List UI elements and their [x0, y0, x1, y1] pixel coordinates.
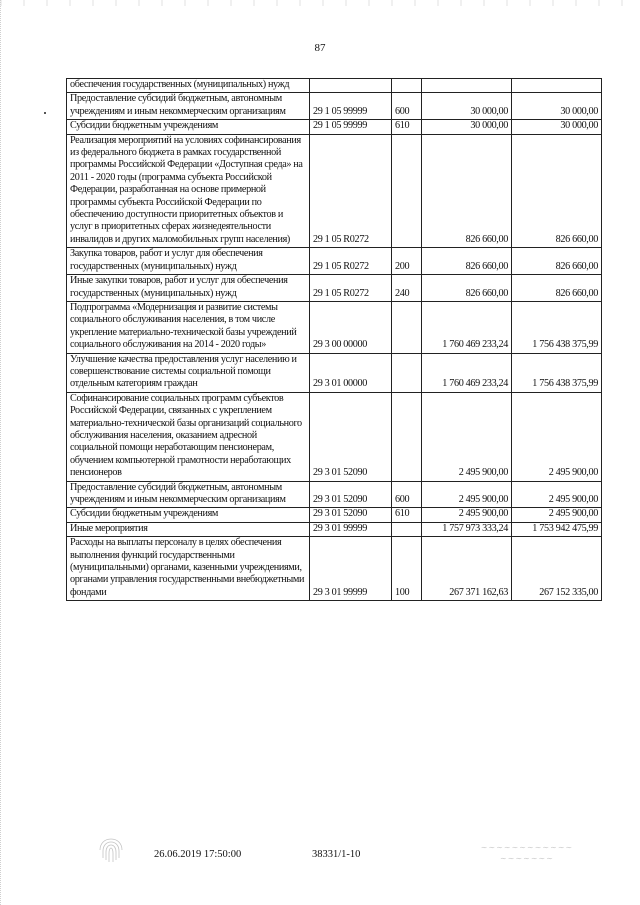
row-sum-2020: 826 660,00 [512, 275, 602, 302]
row-name: Подпрограмма «Модернизация и развитие системы социального обслуживания населения, в том числе укрепление материально-технической базы учреждений социального обслуживания на 2014 - 2020 годы» [67, 301, 310, 353]
row-vr [392, 301, 422, 353]
row-sum-2019: 1 757 973 333,24 [422, 522, 512, 536]
row-vr: 600 [392, 481, 422, 508]
row-sum-2020: 2 495 900,00 [512, 392, 602, 481]
watermark: ∼∼∼∼∼∼∼∼∼∼∼∼ ∼∼∼∼∼∼∼ [480, 843, 574, 863]
table-row [67, 508, 602, 522]
fingerprint-stamp-icon [96, 836, 126, 864]
row-sum-2019: 267 371 162,63 [422, 537, 512, 601]
row-name: Софинансирование социальных программ субъектов Российской Федерации, связанных с укреплением материально-технической базы организаций социального обслуживания населения, оказанием адресной социальной помощи неработающим пенсионерам, обучением компьютерной грамотности неработающих пенсионеров [67, 392, 310, 481]
row-sum-2019: 2 495 900,00 [422, 481, 512, 508]
row-name: Предоставление субсидий бюджетным, автономным учреждениям и иным некоммерческим организациям [67, 481, 310, 508]
footer-doc-number: 38331/1-10 [312, 849, 361, 860]
row-sum-2020: 2 495 900,00 [512, 481, 602, 508]
row-vr: 610 [392, 120, 422, 134]
table-row [67, 537, 602, 601]
row-sum-2019: 826 660,00 [422, 275, 512, 302]
table-row [67, 392, 602, 481]
row-vr: 600 [392, 93, 422, 120]
row-code: 29 3 01 52090 [310, 481, 392, 508]
scan-edge-dots [0, 0, 640, 6]
row-vr [392, 522, 422, 536]
row-code: 29 3 01 52090 [310, 508, 392, 522]
row-name: Реализация мероприятий на условиях софинансирования из федерального бюджета в рамках государственной программы Российской Федерации «Доступная среда» на 2011 - 2020 годы (программа субъекта Российской Федерации, разработанная на основе примерной программы субъекта Российской Федерации по обеспечению доступности приоритетных объектов и услуг в приоритетных сферах жизнедеятельности инвалидов и других маломобильных групп населения) [67, 134, 310, 248]
row-vr [392, 353, 422, 392]
row-sum-2020: 1 756 438 375,99 [512, 301, 602, 353]
row-code: 29 3 01 52090 [310, 392, 392, 481]
row-vr: 610 [392, 508, 422, 522]
row-sum-2019: 2 495 900,00 [422, 508, 512, 522]
row-code: 29 1 05 99999 [310, 93, 392, 120]
table-row [67, 134, 602, 248]
row-code: 29 1 05 R0272 [310, 134, 392, 248]
row-name: Иные закупки товаров, работ и услуг для обеспечения государственных (муниципальных) нужд [67, 275, 310, 302]
row-vr [392, 134, 422, 248]
row-name: Предоставление субсидий бюджетным, автономным учреждениям и иным некоммерческим организациям [67, 93, 310, 120]
row-sum-2019: 1 760 469 233,24 [422, 301, 512, 353]
row-sum-2020: 826 660,00 [512, 134, 602, 248]
row-code: 29 3 01 00000 [310, 353, 392, 392]
table-row [67, 522, 602, 536]
row-name: Иные мероприятия [67, 522, 310, 536]
row-sum-2020: 1 756 438 375,99 [512, 353, 602, 392]
row-name: Субсидии бюджетным учреждениям [67, 120, 310, 134]
row-code: 29 1 05 R0272 [310, 248, 392, 275]
table-row [67, 353, 602, 392]
row-name: Улучшение качества предоставления услуг населению и совершенствование системы социальной помощи отдельным категориям граждан [67, 353, 310, 392]
row-vr: 240 [392, 275, 422, 302]
table-row [67, 120, 602, 134]
row-sum-2020: 30 000,00 [512, 120, 602, 134]
table-row [67, 275, 602, 302]
row-code: 29 3 01 99999 [310, 522, 392, 536]
table-row [67, 481, 602, 508]
table-row [67, 79, 602, 93]
row-sum-2019: 2 495 900,00 [422, 392, 512, 481]
scan-mark [44, 112, 46, 114]
row-sum-2019: 1 760 469 233,24 [422, 353, 512, 392]
row-sum-2020: 1 753 942 475,99 [512, 522, 602, 536]
row-vr: 200 [392, 248, 422, 275]
row-name: Субсидии бюджетным учреждениям [67, 508, 310, 522]
row-name: обеспечения государственных (муниципальных) нужд [67, 79, 310, 93]
row-vr [392, 392, 422, 481]
row-vr [392, 79, 422, 93]
row-code: 29 3 01 99999 [310, 537, 392, 601]
row-sum-2019: 826 660,00 [422, 134, 512, 248]
footer-datetime: 26.06.2019 17:50:00 [154, 849, 242, 860]
row-code: 29 3 00 00000 [310, 301, 392, 353]
row-sum-2020: 2 495 900,00 [512, 508, 602, 522]
row-sum-2019 [422, 79, 512, 93]
row-sum-2020: 267 152 335,00 [512, 537, 602, 601]
scan-left-edge [0, 0, 5, 905]
table-row [67, 93, 602, 120]
table-row [67, 248, 602, 275]
row-name: Закупка товаров, работ и услуг для обеспечения государственных (муниципальных) нужд [67, 248, 310, 275]
row-sum-2020: 826 660,00 [512, 248, 602, 275]
row-sum-2019: 30 000,00 [422, 93, 512, 120]
table-row [67, 301, 602, 353]
page-number: 87 [314, 42, 326, 54]
row-name: Расходы на выплаты персоналу в целях обеспечения выполнения функций государственными (муниципальными) органами, казенными учреждениями, органами управления государственными внебюджетными фондами [67, 537, 310, 601]
budget-table [66, 78, 602, 601]
row-vr: 100 [392, 537, 422, 601]
row-code [310, 79, 392, 93]
row-sum-2020: 30 000,00 [512, 93, 602, 120]
row-code: 29 1 05 99999 [310, 120, 392, 134]
row-sum-2019: 30 000,00 [422, 120, 512, 134]
row-sum-2020 [512, 79, 602, 93]
row-sum-2019: 826 660,00 [422, 248, 512, 275]
row-code: 29 1 05 R0272 [310, 275, 392, 302]
